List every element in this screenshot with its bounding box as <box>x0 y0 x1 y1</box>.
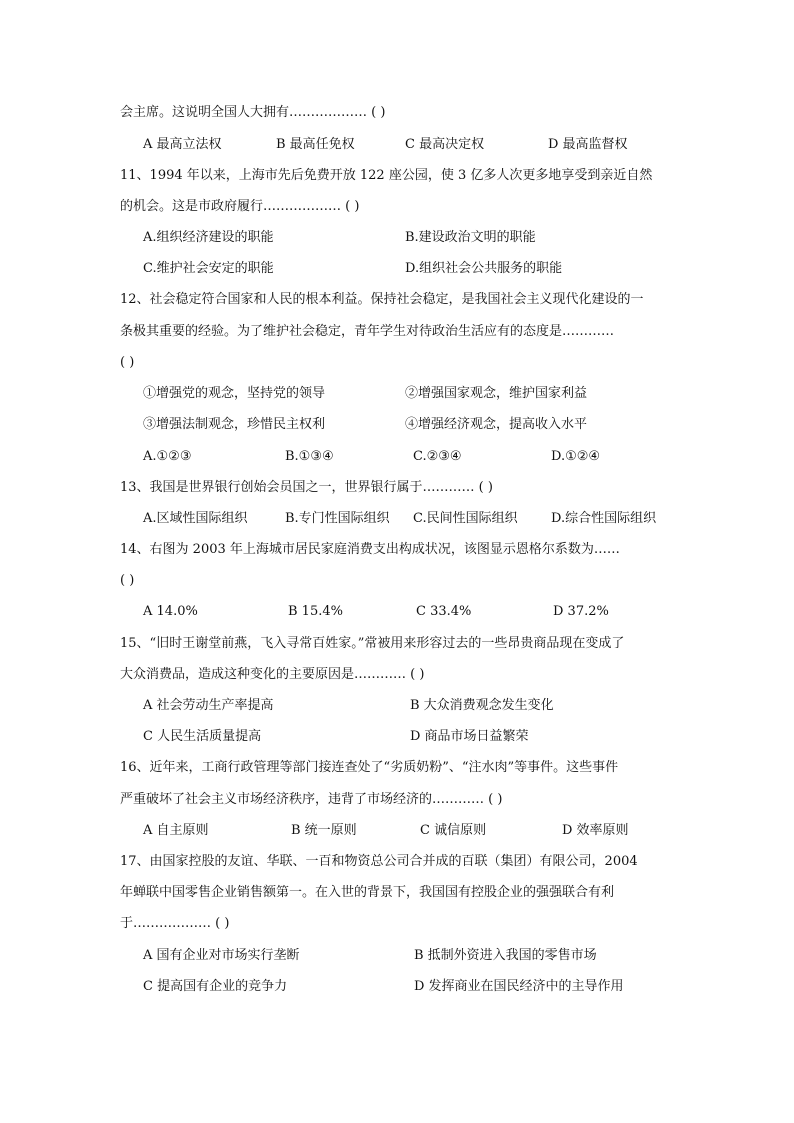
q15-option-b: B 大众消费观念发生变化 <box>410 698 554 713</box>
q11-option-d: D.组织社会公共服务的职能 <box>405 261 563 276</box>
q13-option-b: B.专门性国际组织 <box>285 511 390 526</box>
q12-statement-4: ④增强经济观念，提高收入水平 <box>405 417 588 432</box>
q15-option-a: A 社会劳动生产率提高 <box>143 698 274 713</box>
q15-stem-line-2: 大众消费品，造成这种变化的主要原因是………… ( ) <box>120 667 425 682</box>
q10-line: 会主席。这说明全国人大拥有……………… ( ) <box>120 105 386 120</box>
q17-option-b: B 抵制外资进入我国的零售市场 <box>414 948 597 963</box>
q11-option-a: A.组织经济建设的职能 <box>143 230 274 245</box>
q14-option-d: D 37.2% <box>553 604 609 619</box>
q10-option-b: B 最高任免权 <box>276 137 355 152</box>
q11-stem-line-1: 11、1994 年以来，上海市先后免费开放 122 座公园，使 3 亿多人次更多地享受到亲近自然 <box>120 168 653 183</box>
q12-stem-line-3: ( ) <box>120 355 135 370</box>
q17-option-a: A 国有企业对市场实行垄断 <box>143 948 300 963</box>
q17-option-d: D 发挥商业在国民经济中的主导作用 <box>414 979 624 994</box>
q12-option-c: C.②③④ <box>413 449 462 464</box>
q16-option-c: C 诚信原则 <box>420 823 487 838</box>
q16-option-d: D 效率原则 <box>562 823 629 838</box>
q17-stem-line-1: 17、由国家控股的友谊、华联、一百和物资总公司合并成的百联（集团）有限公司，2004 <box>120 854 638 869</box>
q14-option-c: C 33.4% <box>416 604 472 619</box>
q14-stem-line-2: ( ) <box>120 573 135 588</box>
q16-stem-line-2: 严重破坏了社会主义市场经济秩序，违背了市场经济的………… ( ) <box>120 792 503 807</box>
q17-stem-line-2: 年蝉联中国零售企业销售额第一。在入世的背景下，我国国有控股企业的强强联合有利 <box>120 885 615 900</box>
q12-statement-1: ①增强党的观念，坚持党的领导 <box>143 386 326 401</box>
q13-stem-line-1: 13、我国是世界银行创始会员国之一，世界银行属于………… ( ) <box>120 480 493 495</box>
q12-option-b: B.①③④ <box>285 449 334 464</box>
q16-option-b: B 统一原则 <box>291 823 357 838</box>
q12-stem-line-1: 12、社会稳定符合国家和人民的根本利益。保持社会稳定，是我国社会主义现代化建设的一 <box>120 292 644 307</box>
q12-statement-3: ③增强法制观念，珍惜民主权利 <box>143 417 326 432</box>
q15-option-d: D 商品市场日益繁荣 <box>410 729 529 744</box>
q12-statement-2: ②增强国家观念，维护国家利益 <box>405 386 588 401</box>
q15-stem-line-1: 15、“旧时王谢堂前燕，飞入寻常百姓家。”常被用来形容过去的一些昂贵商品现在变成了 <box>120 636 625 651</box>
q12-option-d: D.①②④ <box>551 449 601 464</box>
q10-option-a: A 最高立法权 <box>143 137 222 152</box>
q10-option-d: D 最高监督权 <box>548 137 628 152</box>
q17-stem-line-3: 于……………… ( ) <box>120 916 230 931</box>
q16-option-a: A 自主原则 <box>143 823 209 838</box>
q10-option-c: C 最高决定权 <box>405 137 485 152</box>
q12-stem-line-2: 条极其重要的经验。为了维护社会稳定，青年学生对待政治生活应有的态度是………… <box>120 324 615 339</box>
q14-option-b: B 15.4% <box>288 604 343 619</box>
q11-option-c: C.维护社会安定的职能 <box>143 261 274 276</box>
q12-option-a: A.①②③ <box>143 449 192 464</box>
q13-option-a: A.区域性国际组织 <box>143 511 248 526</box>
q11-option-b: B.建设政治文明的职能 <box>405 230 536 245</box>
q11-stem-line-2: 的机会。这是市政府履行……………… ( ) <box>120 199 360 214</box>
q17-option-c: C 提高国有企业的竞争力 <box>143 979 288 994</box>
q16-stem-line-1: 16、近年来，工商行政管理等部门接连查处了“劣质奶粉”、“注水肉”等事件。这些事件 <box>120 760 619 775</box>
q13-option-c: C.民间性国际组织 <box>413 511 518 526</box>
q13-option-d: D.综合性国际组织 <box>551 511 657 526</box>
q14-option-a: A 14.0% <box>143 604 198 619</box>
q14-stem-line-1: 14、右图为 2003 年上海城市居民家庭消费支出构成状况，该图显示恩格尔系数为…… <box>120 542 620 557</box>
q15-option-c: C 人民生活质量提高 <box>143 729 262 744</box>
